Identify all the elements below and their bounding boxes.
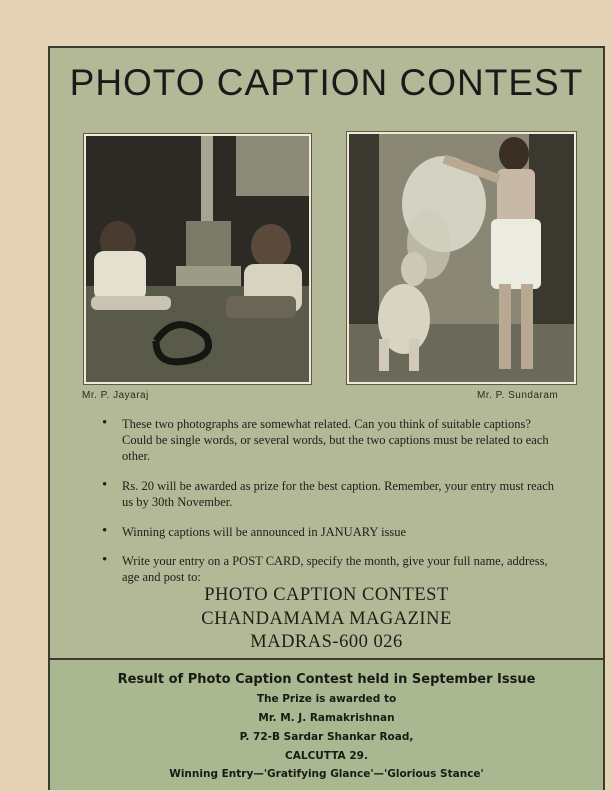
rule-item: • Winning captions will be announced in JANUARY issue	[102, 524, 562, 540]
photo-credit-right: Mr. P. Sundaram	[477, 390, 559, 401]
rules-list	[102, 416, 562, 599]
result-winning-entry: Winning Entry—'Gratifying Glance'—'Glorious Stance'	[169, 768, 484, 780]
result-panel	[48, 660, 605, 790]
result-prize-line: The Prize is awarded to	[256, 693, 397, 705]
rule-item: • These two photographs are somewhat related. Can you think of suitable captions? Could be single words, or several words, but the two captions must be related to each other.	[102, 416, 562, 464]
page-title: PHOTO CAPTION CONTEST	[69, 62, 584, 103]
photo-children-snake	[84, 134, 311, 384]
contest-panel	[48, 46, 605, 660]
result-winner: Mr. M. J. Ramakrishnan	[258, 712, 395, 724]
result-street: P. 72-B Sardar Shankar Road,	[239, 731, 414, 743]
photo-boy-dog	[347, 132, 576, 384]
result-city: CALCUTTA 29.	[285, 750, 368, 762]
photo-credit-left: Mr. P. Jayaraj	[82, 390, 149, 401]
rule-item: • Write your entry on a POST CARD, specify the month, give your full name, address, age and post to:	[102, 553, 562, 585]
address-line-3: MADRAS-600 026	[250, 632, 403, 652]
address-line-2: CHANDAMAMA MAGAZINE	[201, 609, 452, 629]
result-heading: Result of Photo Caption Contest held in September Issue	[117, 672, 536, 687]
rule-item: • Rs. 20 will be awarded as prize for the best caption. Remember, your entry must reach us by 30th November.	[102, 478, 562, 510]
address-line-1: PHOTO CAPTION CONTEST	[204, 585, 449, 605]
